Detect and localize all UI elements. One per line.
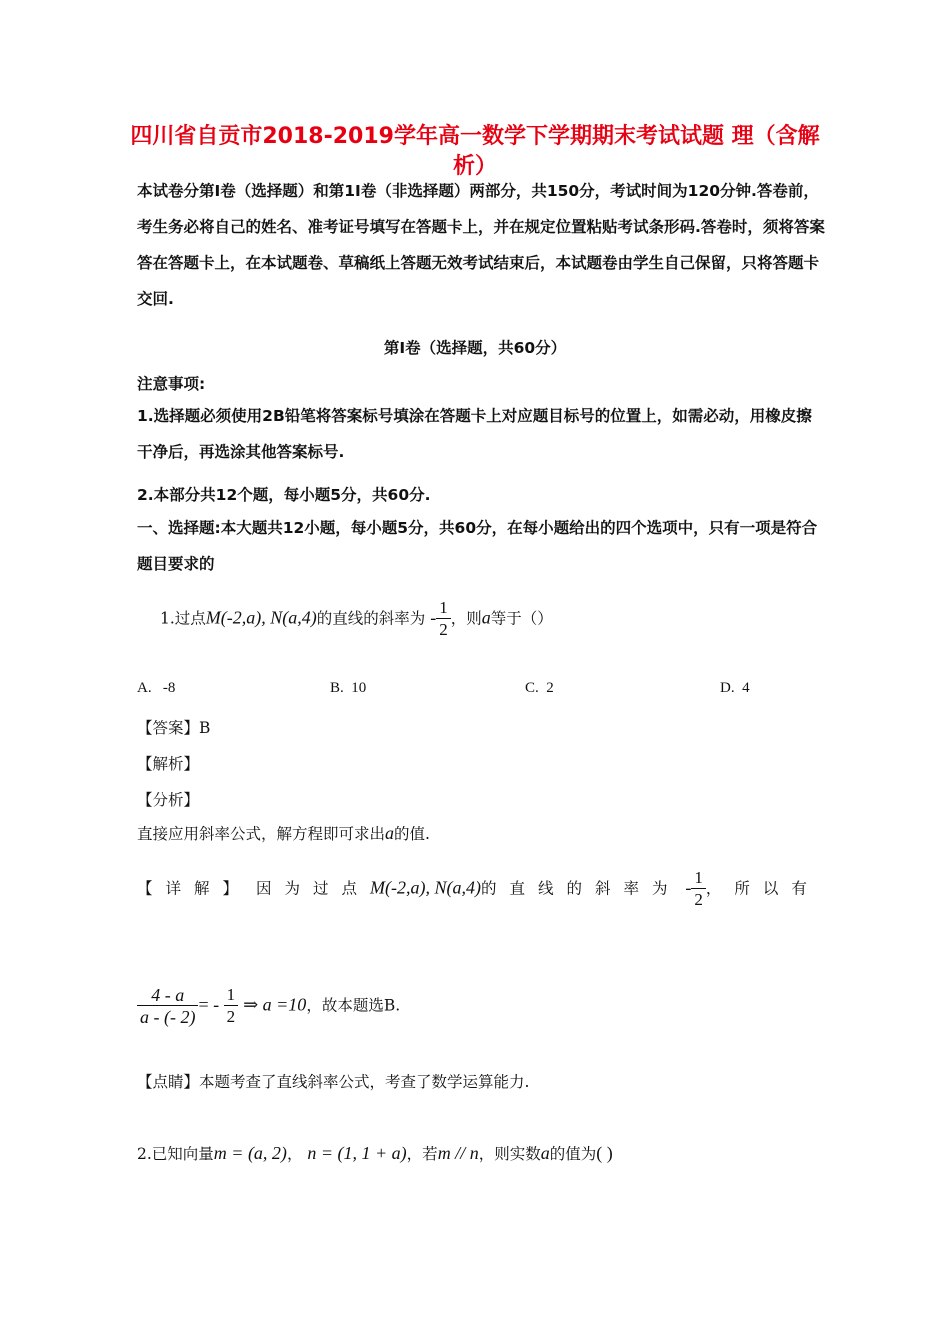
q1-analysis-tag: 【解析】	[137, 755, 200, 773]
q1-option-b: B. 10	[330, 680, 367, 696]
q2-m-vector: m = (a, 2)	[213, 1143, 287, 1163]
q1-eq-result: ⇒ a =10	[243, 994, 307, 1015]
question-1	[160, 598, 553, 641]
q1-option-d: D. 4	[720, 680, 750, 696]
q1-slope-den: 2	[439, 620, 448, 639]
q1-mid: 的直线的斜率为	[316, 609, 426, 628]
q1-detail-points: M(-2,a), N(a,4)	[369, 877, 481, 898]
q1-points: M(-2,a), N(a,4)	[205, 607, 317, 628]
q1-suffix-2: 等于（）	[490, 609, 553, 628]
part-heading: 一、选择题:本大题共12小题，每小题5分，共60分，在每小题给出的四个选项中，只有一项是符合题目要求的	[137, 519, 818, 573]
notice-item-1: 1.选择题必须使用2B铅笔将答案标号填涂在答题卡上对应题目标号的位置上，如需必动，用橡皮擦干净后，再选涂其他答案标号.	[137, 407, 812, 461]
q1-var: a	[481, 607, 491, 628]
q1-eq-fraction: $\frac{4 - a}{a - (- 2)}$	[137, 985, 198, 1028]
q1-option-a: A. -8	[137, 680, 176, 696]
q1-slope-fraction	[436, 598, 451, 641]
q2-n-vector: n = (1, 1 + a)	[307, 1143, 407, 1163]
q1-slope-num: 1	[436, 598, 451, 619]
q1-option-c: C. 2	[525, 680, 554, 696]
section-title: 第Ⅰ卷（选择题，共60分）	[383, 339, 567, 357]
q1-equation: $\frac{4 - a}{a - (- 2)}$ = - $\frac{1}{2}$ ⇒ a =10，故本题选B.	[137, 985, 400, 1028]
q1-fenxi-var: a	[385, 823, 395, 843]
q2-condition: m // n	[437, 1143, 479, 1163]
q1-answer: 【答案】B	[137, 719, 211, 737]
q1-eq-half: $\frac{1}{2}$	[224, 985, 239, 1028]
notice-heading: 注意事项:	[137, 375, 206, 393]
q1-comment: 【点睛】本题考查了直线斜率公式，考查了数学运算能力.	[137, 1073, 530, 1091]
q1-detail: 【详解】 因为过点M(-2,a), N(a,4)的直线的斜率为 - $\frac{1}{2}$ ，所以有	[137, 868, 820, 909]
q1-detail-tag: 【详解】	[137, 879, 252, 898]
q1-prefix: 1.过点	[160, 609, 206, 628]
notice-item-2: 2.本部分共12个题，每小题5分，共60分.	[137, 486, 431, 504]
q2-paren: ( )	[596, 1143, 613, 1163]
q2-var: a	[540, 1143, 550, 1163]
q1-fenxi-text: 直接应用斜率公式，解方程即可求出a的值.	[137, 823, 430, 843]
q1-detail-slope-fraction: $\frac{1}{2}$	[691, 868, 706, 911]
q1-slope-sign: -	[430, 607, 437, 628]
question-2: 2.已知向量m = (a, 2)， n = (1, 1 + a)，若m // n，则实数a的值为( )	[137, 1143, 613, 1163]
intro-paragraph: 本试卷分第Ⅰ卷（选择题）和第1I卷（非选择题）两部分，共150分，考试时间为120分钟.答卷前，考生务必将自己的姓名、准考证号填写在答题卡上，并在规定位置粘贴考试条形码.答卷时，须将答案答在答题卡上，在本试题卷、草稿纸上答题无效考试结束后，本试题卷由学生自己保留，只将答题卡交回.	[137, 182, 825, 308]
document-title: 四川省自贡市2018-2019学年高一数学下学期期末考试试题 理（含解析）	[130, 124, 820, 179]
q1-suffix-1: ，则	[450, 609, 482, 628]
q1-fenxi-tag: 【分析】	[137, 791, 200, 809]
